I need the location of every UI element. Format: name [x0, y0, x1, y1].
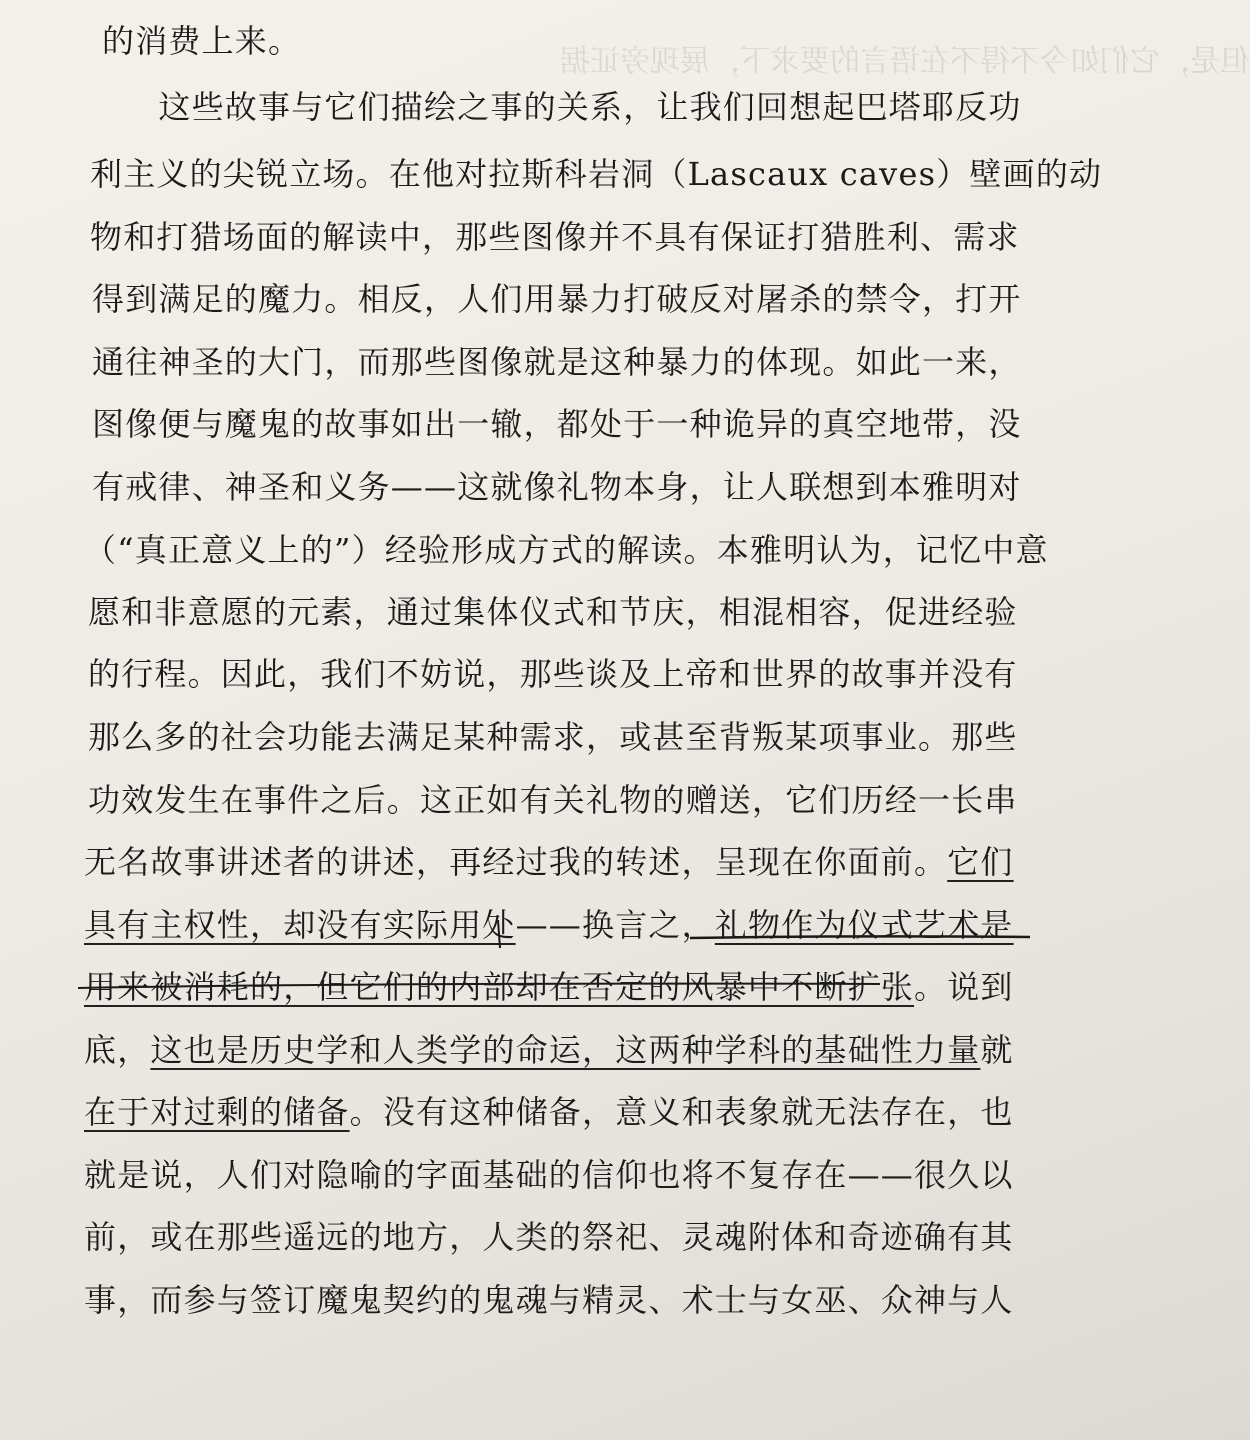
underlined-phrase: 这也是历史学和人类学的命运，这两种学科的基础性力量	[150, 1031, 981, 1069]
text-line: 前，或在那些遥远的地方，人类的祭祀、灵魂附体和奇迹确有其	[84, 1218, 1014, 1256]
text-line: 的行程。因此，我们不妨说，那些谈及上帝和世界的故事并没有	[88, 655, 1018, 693]
underlined-phrase: 用来被消耗的，但它们的内部却在否定的风暴中不断扩张	[84, 968, 915, 1006]
text-line: 通往神圣的大门，而那些图像就是这种暴力的体现。如此一来，	[92, 343, 1022, 381]
text-line: 事，而参与签订魔鬼契约的鬼魂与精灵、术士与女巫、众神与人	[84, 1281, 1014, 1319]
text-line: 物和打猎场面的解读中，那些图像并不具有保证打猎胜利、需求	[90, 218, 1020, 256]
underlined-phrase: 具有主权性，却没有实际用处	[84, 906, 516, 944]
text-line: 利主义的尖锐立场。在他对拉斯科岩洞（Lascaux caves）壁画的动	[90, 155, 1103, 193]
bleed-through-text: 但是，它们如今不得不在语言的要求下，展现旁证据	[560, 44, 1250, 79]
text-line: 就是说，人们对隐喻的字面基础的信仰也将不复存在——很久以	[84, 1156, 1014, 1194]
pen-stroke	[498, 920, 500, 948]
text-line: 功效发生在事件之后。这正如有关礼物的赠送，它们历经一长串	[88, 781, 1018, 819]
text-line: 这些故事与它们描绘之事的关系，让我们回想起巴塔耶反功	[92, 88, 1022, 126]
text-line: （“真正意义上的”）经验形成方式的解读。本雅明认为，记忆中意	[84, 531, 1049, 569]
text-line: 愿和非意愿的元素，通过集体仪式和节庆，相混相容，促进经验	[88, 593, 1018, 631]
text-line: 的消费上来。	[102, 22, 302, 60]
text-line: 图像便与魔鬼的故事如出一辙，都处于一种诡异的真空地带，没	[92, 405, 1022, 443]
text-line: 那么多的社会功能去满足某种需求，或甚至背叛某项事业。那些	[88, 718, 1018, 756]
pen-stroke	[78, 984, 880, 988]
line-text: 。说到	[914, 968, 1014, 1006]
line-text: 无名故事讲述者的讲述，再经过我的转述，呈现在你面前。	[84, 843, 948, 881]
underlined-phrase: 在于对过剩的储备	[84, 1093, 350, 1131]
underlined-phrase: 它们	[947, 843, 1014, 881]
line-text: 底，	[84, 1031, 151, 1069]
text-line: 得到满足的魔力。相反，人们用暴力打破反对屠杀的禁令，打开	[92, 280, 1022, 318]
line-text: 。没有这种储备，意义和表象就无法存在，也	[349, 1093, 1014, 1131]
pen-stroke	[690, 936, 1030, 938]
text-line: 有戒律、神圣和义务——这就像礼物本身，让人联想到本雅明对	[92, 468, 1022, 506]
line-text: 就	[980, 1031, 1014, 1069]
underlined-phrase: 礼物作为仪式艺术是	[714, 906, 1014, 944]
line-text: ——换言之，	[515, 906, 715, 944]
